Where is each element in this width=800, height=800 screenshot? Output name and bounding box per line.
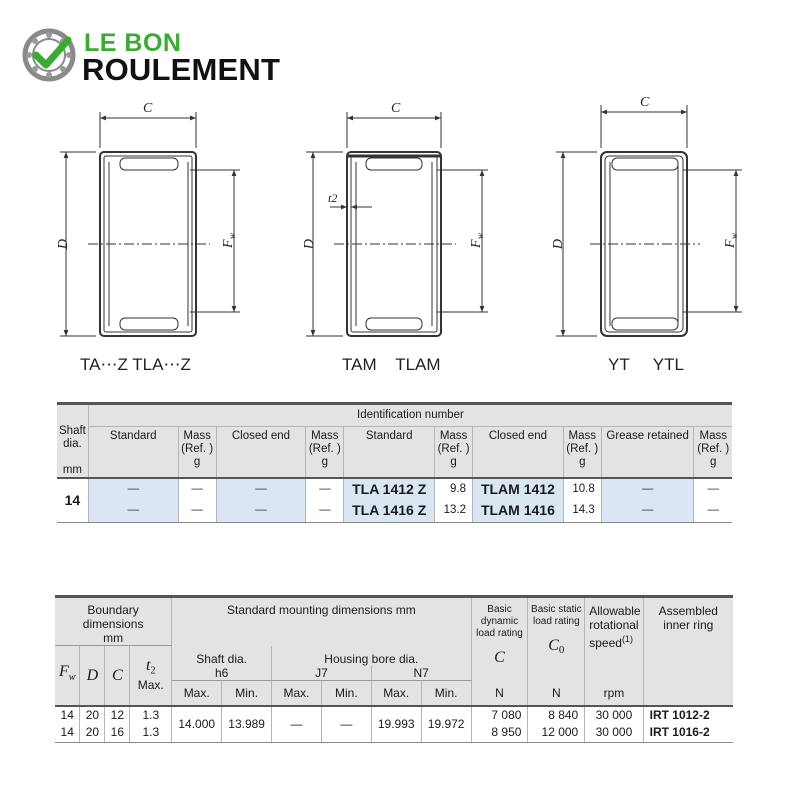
c-header: C (105, 646, 130, 707)
j7-max-value: — (272, 706, 322, 742)
dim-fw-2: F (469, 239, 484, 248)
col-mass-1: Mass (Ref. ) g (178, 427, 216, 478)
std-id: TLA 1416 Z (344, 500, 435, 522)
dim-t2: t2 (328, 191, 338, 205)
brand-logo (22, 28, 302, 87)
dash-cell: — (216, 478, 306, 500)
dim-d-1: D (56, 238, 71, 250)
fw-header: $F_w$ (55, 646, 80, 707)
drawing-yt (556, 105, 742, 336)
dim-fw-sub-1: w (227, 232, 237, 239)
h6-header: h6 (172, 666, 272, 681)
empty-cell (643, 680, 733, 706)
dash-cell: — (216, 500, 306, 522)
closed-id: TLAM 1416 (473, 500, 564, 522)
closed-mass: 14.3 (563, 500, 601, 522)
dynamic-load-header: Basic dynamic load rating C (471, 597, 528, 681)
identification-table (57, 402, 732, 523)
identification-number-header: Identification number (88, 404, 732, 427)
shaft-max-header: Max. (172, 680, 222, 706)
j7-max-header: Max. (272, 680, 322, 706)
dim-d-2: D (302, 238, 317, 250)
col-grease-retained: Grease retained (601, 427, 694, 478)
std-mass: 9.8 (435, 478, 473, 500)
shaft-min-header: Min. (222, 680, 272, 706)
drawing-ta-z (60, 112, 240, 336)
dash-cell: — (88, 478, 178, 500)
dash-cell: — (306, 500, 344, 522)
housing-bore-header: Housing bore dia. (272, 646, 472, 666)
inner-ring-values: IRT 1012-2 IRT 1016-2 (643, 706, 733, 742)
shaft-value: 14 (57, 478, 88, 522)
dimensions-table (55, 595, 733, 743)
j7-min-value: — (321, 706, 371, 742)
drawing-tam (306, 112, 488, 336)
dash-cell: — (694, 478, 732, 500)
shaft-max-value: 14.000 (172, 706, 222, 742)
dash-cell: — (178, 478, 216, 500)
n7-max-header: Max. (371, 680, 421, 706)
dash-cell: — (601, 500, 694, 522)
dim-fw-3: F (723, 239, 738, 248)
dash-cell: — (88, 500, 178, 522)
n7-min-value: 19.972 (421, 706, 471, 742)
dim-fw-sub-2: w (475, 232, 485, 239)
n7-max-value: 19.993 (371, 706, 421, 742)
col-closed-end-2: Closed end (473, 427, 564, 478)
dim-d-3: D (551, 238, 566, 250)
allowable-speed-header: Allowable rotational speed$^{(1)}$ (585, 597, 643, 681)
dim-c-3: C (640, 95, 650, 110)
d-header: D (80, 646, 105, 707)
j7-min-header: Min. (321, 680, 371, 706)
brand-line1: LE BON (84, 29, 182, 57)
static-load-header: Basic static load rating $C_0$ (528, 597, 585, 681)
unit-rpm: rpm (585, 680, 643, 706)
caption-yt: YT YTL (608, 355, 684, 374)
dash-cell: — (694, 500, 732, 522)
table-row (55, 706, 733, 742)
inner-ring-header: Assembled inner ring (643, 597, 733, 681)
t2-values: 1.3 1.3 (130, 706, 172, 742)
n7-header: N7 (371, 666, 471, 681)
col-mass-5: Mass (Ref. ) g (694, 427, 732, 478)
closed-mass: 10.8 (563, 478, 601, 500)
table-row (57, 500, 732, 522)
dim-fw-sub-3: w (729, 232, 739, 239)
shaft-dia-header: Shaft dia. mm (57, 404, 88, 479)
mounting-dimensions-header: Standard mounting dimensions mm (172, 597, 471, 646)
dim-fw-1: F (221, 239, 236, 248)
dim-c-2: C (391, 101, 401, 116)
col-standard-1: Standard (88, 427, 178, 478)
caption-ta-z: TA⋯Z TLA⋯Z (80, 355, 191, 374)
dash-cell: — (601, 478, 694, 500)
dash-cell: — (306, 478, 344, 500)
dim-c-1: C (143, 101, 153, 116)
bearing-check-icon (22, 28, 76, 82)
caption-tam: TAM TLAM (342, 355, 441, 374)
std-mass: 13.2 (435, 500, 473, 522)
shaft-dia-header: Shaft dia. (172, 646, 272, 666)
col-mass-3: Mass (Ref. ) g (435, 427, 473, 478)
dynamic-load-values: 7 080 8 950 (471, 706, 528, 742)
col-closed-end-1: Closed end (216, 427, 306, 478)
table-row (57, 478, 732, 500)
bearing-drawings (0, 90, 800, 390)
brand-line2: ROULEMENT (82, 52, 281, 87)
col-standard-2: Standard (344, 427, 435, 478)
dash-cell: — (178, 500, 216, 522)
n7-min-header: Min. (421, 680, 471, 706)
j7-header: J7 (272, 666, 372, 681)
col-mass-4: Mass (Ref. ) g (563, 427, 601, 478)
c-values: 12 16 (105, 706, 130, 742)
static-load-values: 8 840 12 000 (528, 706, 585, 742)
t2-header: $t_2$ Max. (130, 646, 172, 707)
boundary-dimensions-header: Boundary dimensions mm (55, 597, 172, 646)
fw-values: 14 14 (55, 706, 80, 742)
closed-id: TLAM 1412 (473, 478, 564, 500)
unit-n-2: N (528, 680, 585, 706)
col-mass-2: Mass (Ref. ) g (306, 427, 344, 478)
d-values: 20 20 (80, 706, 105, 742)
shaft-min-value: 13.989 (222, 706, 272, 742)
speed-values: 30 000 30 000 (585, 706, 643, 742)
unit-n-1: N (471, 680, 528, 706)
std-id: TLA 1412 Z (344, 478, 435, 500)
